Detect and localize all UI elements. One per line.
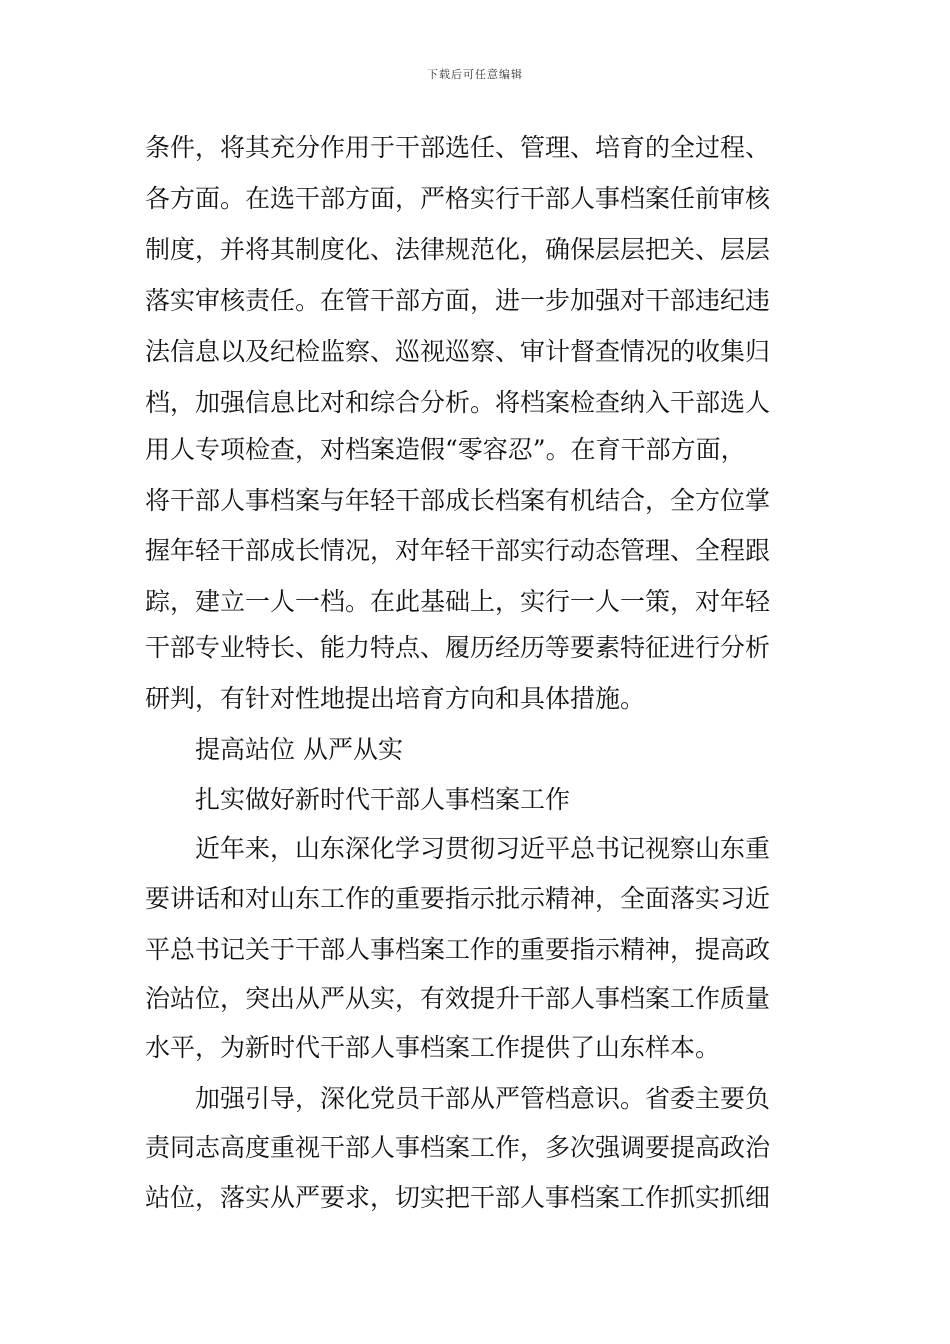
body-line: 责同志高度重视干部人事档案工作，多次强调要提高政治 <box>145 1133 771 1162</box>
section-subheading: 扎实做好新时代干部人事档案工作 <box>195 785 571 814</box>
body-line: 站位，落实从严要求，切实把干部人事档案工作抓实抓细 <box>145 1183 771 1212</box>
section-heading: 提高站位 从严从实 <box>195 735 403 764</box>
body-line: 落实审核责任。在管干部方面，进一步加强对干部违纪违 <box>145 286 771 315</box>
body-line: 干部专业特长、能力特点、履历经历等要素特征进行分析 <box>145 633 771 662</box>
body-line: 握年轻干部成长情况，对年轻干部实行动态管理、全程跟 <box>145 536 771 565</box>
body-line: 平总书记关于干部人事档案工作的重要指示精神，提高政 <box>145 935 771 964</box>
body-line: 条件，将其充分作用于干部选任、管理、培育的全过程、 <box>145 133 771 162</box>
body-line: 档，加强信息比对和综合分析。将档案检查纳入干部选人 <box>145 388 771 417</box>
body-line: 研判，有针对性地提出培育方向和具体措施。 <box>145 684 646 713</box>
body-line: 治站位，突出从严从实，有效提升干部人事档案工作质量 <box>145 984 771 1013</box>
body-line: 踪，建立一人一档。在此基础上，实行一人一策，对年轻 <box>145 587 771 616</box>
body-line: 将干部人事档案与年轻干部成长档案有机结合，全方位掌 <box>145 486 771 515</box>
body-line: 要讲话和对山东工作的重要指示批示精神，全面落实习近 <box>145 884 771 913</box>
paragraph-first-line: 加强引导，深化党员干部从严管档意识。省委主要负 <box>195 1084 771 1113</box>
body-line: 制度，并将其制度化、法律规范化，确保层层把关、层层 <box>145 235 771 264</box>
body-line: 水平，为新时代干部人事档案工作提供了山东样本。 <box>145 1033 721 1062</box>
body-line: 法信息以及纪检监察、巡视巡察、审计督查情况的收集归 <box>145 337 771 366</box>
page-header: 下载后可任意编辑 <box>427 68 523 81</box>
body-line: 用人专项检查，对档案造假“零容忍”。在育干部方面， <box>145 435 746 464</box>
paragraph-first-line: 近年来，山东深化学习贯彻习近平总书记视察山东重 <box>195 834 771 863</box>
body-line: 各方面。在选干部方面，严格实行干部人事档案任前审核 <box>145 184 771 213</box>
